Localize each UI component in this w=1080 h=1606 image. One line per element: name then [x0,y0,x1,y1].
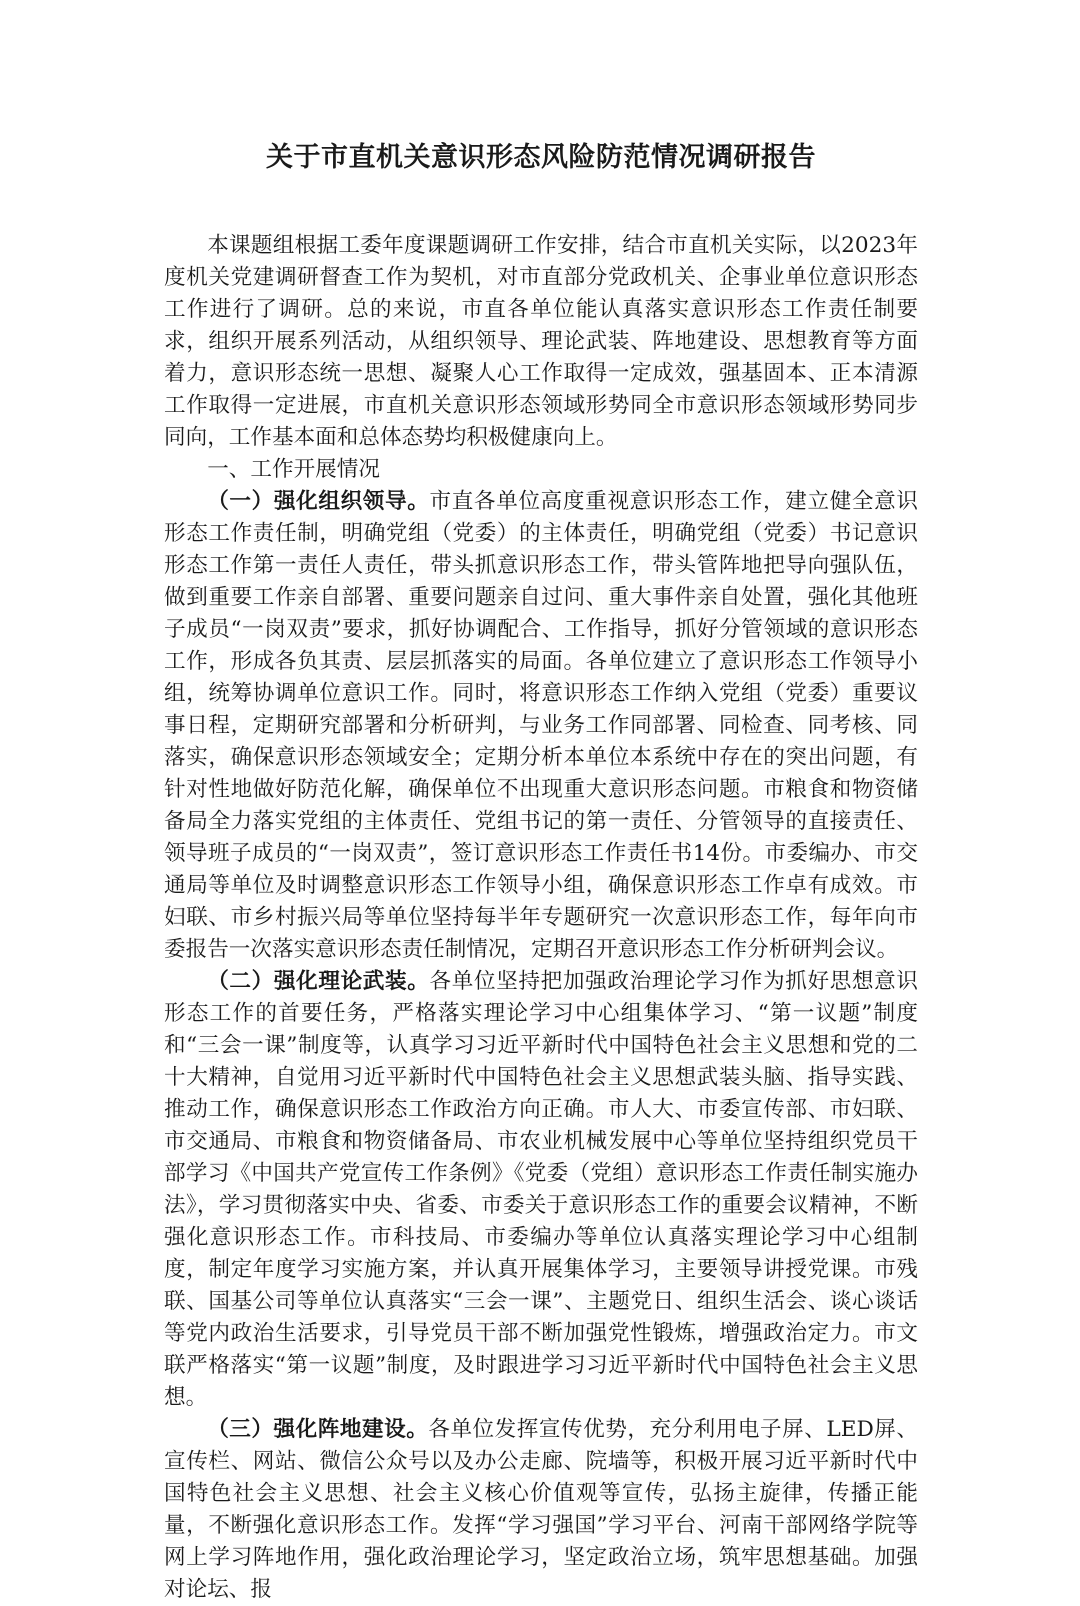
item-lead-2: （二）强化理论武装。 [207,969,430,994]
item-paragraph-2 [164,966,918,1414]
item-lead-3: （三）强化阵地建设。 [207,1417,429,1442]
item-body-1: 市直各单位高度重视意识形态工作，建立健全意识形态工作责任制，明确党组（党委）的主体责任，明确党组（党委）书记意识形态工作第一责任人责任，带头抓意识形态工作，带头管阵地把导向强队伍，做到重要工作亲自部署、重要问题亲自过问、重大事件亲自处置，强化其他班子成员“一岗双责”要求，抓好协调配合、工作指导，抓好分管领域的意识形态工作，形成各负其责、层层抓落实的局面。各单位建立了意识形态工作领导小组，统筹协调单位意识工作。同时，将意识形态工作纳入党组（党委）重要议事日程，定期研究部署和分析研判，与业务工作同部署、同检查、同考核、同落实，确保意识形态领域安全；定期分析本单位本系统中存在的突出问题，有针对性地做好防范化解，确保单位不出现重大意识形态问题。市粮食和物资储备局全力落实党组的主体责任、党组书记的第一责任、分管领导的直接责任、领导班子成员的“一岗双责”，签订意识形态工作责任书14份。市委编办、市交通局等单位及时调整意识形态工作领导小组，确保意识形态工作卓有成效。市妇联、市乡村振兴局等单位坚持每半年专题研究一次意识形态工作，每年向市委报告一次落实意识形态责任制情况，定期召开意识形态工作分析研判会议。 [164,489,918,962]
item-lead-1: （一）强化组织领导。 [207,489,430,514]
item-body-2: 各单位坚持把加强政治理论学习作为抓好思想意识形态工作的首要任务，严格落实理论学习中心组集体学习、“第一议题”制度和“三会一课”制度等，认真学习习近平新时代中国特色社会主义思想和党的二十大精神，自觉用习近平新时代中国特色社会主义思想武装头脑、指导实践、推动工作，确保意识形态工作政治方向正确。市人大、市委宣传部、市妇联、市交通局、市粮食和物资储备局、市农业机械发展中心等单位坚持组织党员干部学习《中国共产党宣传工作条例》《党委（党组）意识形态工作责任制实施办法》，学习贯彻落实中央、省委、市委关于意识形态工作的重要会议精神，不断强化意识形态工作。市科技局、市委编办等单位认真落实理论学习中心组制度，制定年度学习实施方案，并认真开展集体学习，主要领导讲授党课。市残联、国基公司等单位认真落实“三会一课”、主题党日、组织生活会、谈心谈话等党内政治生活要求，引导党员干部不断加强党性锻炼，增强政治定力。市文联严格落实“第一议题”制度，及时跟进学习习近平新时代中国特色社会主义思想。 [164,969,918,1410]
item-paragraph-3 [164,1414,918,1606]
section-heading: 一、工作开展情况 [207,457,380,482]
document-title: 关于市直机关意识形态风险防范情况调研报告 [266,142,816,173]
item-paragraph-1 [164,486,918,966]
item-body-3: 各单位发挥宣传优势，充分利用电子屏、LED屏、宣传栏、网站、微信公众号以及办公走廊、院墙等，积极开展习近平新时代中国特色社会主义思想、社会主义核心价值观等宣传，弘扬主旋律，传播正能量，不断强化意识形态工作。发挥“学习强国”学习平台、河南干部网络学院等网上学习阵地作用，强化政治理论学习，坚定政治立场，筑牢思想基础。加强对论坛、报 [164,1417,918,1602]
intro-paragraph: 本课题组根据工委年度课题调研工作安排，结合市直机关实际，以2023年度机关党建调研督查工作为契机，对市直部分党政机关、企事业单位意识形态工作进行了调研。总的来说，市直各单位能认真落实意识形态工作责任制要求，组织开展系列活动，从组织领导、理论武装、阵地建设、思想教育等方面着力，意识形态统一思想、凝聚人心工作取得一定成效，强基固本、正本清源工作取得一定进展，市直机关意识形态领域形势同全市意识形态领域形势同步同向，工作基本面和总体态势均积极健康向上。 [164,233,918,450]
